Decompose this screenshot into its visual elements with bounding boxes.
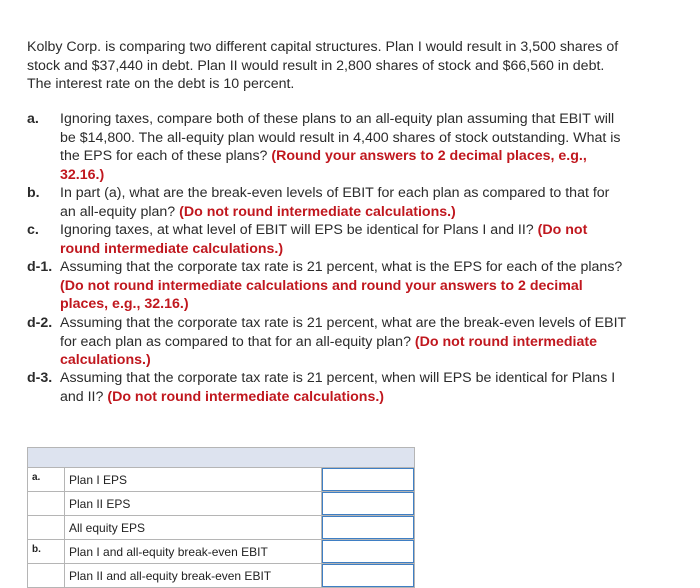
plan-2-eps-input[interactable] xyxy=(322,492,414,515)
part-label xyxy=(28,492,65,516)
question-note: (Do not round intermediate calculations.) xyxy=(60,222,588,257)
part-label xyxy=(28,564,65,588)
answer-cell xyxy=(322,564,415,588)
table-header-row xyxy=(28,448,415,468)
question-text: Ignoring taxes, at what level of EBIT will EPS be identical for Plans I and II? xyxy=(60,222,534,238)
question-text: In part (a), what are the break-even levels of EBIT for each plan as compared to that for an all-equity plan? xyxy=(60,185,610,220)
question-note: (Do not round intermediate calculations.) xyxy=(60,333,597,368)
answer-cell xyxy=(322,540,415,564)
question-note: (Do not round intermediate calculations and round your answers to 2 decimal places, e.g., 32.16.) xyxy=(60,277,583,312)
question-text: Assuming that the corporate tax rate is 21 percent, what is the EPS for each of the plans? xyxy=(60,259,623,275)
table-header-cell xyxy=(28,448,415,468)
row-description: Plan I and all-equity break-even EBIT xyxy=(65,540,322,564)
part-label: a. xyxy=(28,468,65,492)
problem-intro: Kolby Corp. is comparing two different capital structures. Plan I would result in 3,500 shares of stock and $37,440 in debt. Plan II would result in 2,800 shares of stock and $66,560 in debt. The interest rate on the debt is 10 percent. xyxy=(27,39,619,92)
question-c xyxy=(27,221,627,258)
question-label: c. xyxy=(27,222,39,238)
question-note: (Do not round intermediate calculations.) xyxy=(107,388,385,405)
table-row xyxy=(28,468,415,492)
table-row xyxy=(28,564,415,588)
question-note: (Do not round intermediate calculations.) xyxy=(179,203,456,220)
question-d2 xyxy=(27,314,627,370)
plan-1-breakeven-input[interactable] xyxy=(322,540,414,563)
question-text: Assuming that the corporate tax rate is 21 percent, what are the break-even levels of EBIT for each plan as compared to that for an all-equity plan? xyxy=(60,315,626,350)
question-label: d-2. xyxy=(27,315,53,331)
row-description: Plan I EPS xyxy=(65,468,322,492)
question-d1 xyxy=(27,258,627,314)
row-description: Plan II EPS xyxy=(65,492,322,516)
row-description: All equity EPS xyxy=(65,516,322,540)
question-a xyxy=(27,110,627,184)
question-text: Assuming that the corporate tax rate is 21 percent, when will EPS be identical for Plans I and II? xyxy=(60,370,616,405)
question-label: a. xyxy=(27,111,39,127)
answer-cell xyxy=(322,516,415,540)
table-row xyxy=(28,540,415,564)
table-row xyxy=(28,492,415,516)
question-label: d-1. xyxy=(27,259,53,275)
plan-2-breakeven-input[interactable] xyxy=(322,564,414,587)
question-text: Ignoring taxes, compare both of these plans to an all-equity plan assuming that EBIT will be $14,800. The all-equity plan would result in 4,400 shares of stock outstanding. What is the EPS for each of these plans? xyxy=(60,111,621,164)
question-b xyxy=(27,184,627,221)
part-label xyxy=(28,516,65,540)
table-row xyxy=(28,516,415,540)
answer-table xyxy=(27,447,415,588)
question-label: d-3. xyxy=(27,370,53,386)
plan-1-eps-input[interactable] xyxy=(322,468,414,491)
all-equity-eps-input[interactable] xyxy=(322,516,414,539)
question-note: (Round your answers to 2 decimal places, e.g., 32.16.) xyxy=(60,148,587,183)
row-description: Plan II and all-equity break-even EBIT xyxy=(65,564,322,588)
answer-cell xyxy=(322,468,415,492)
part-label: b. xyxy=(28,540,65,564)
question-label: b. xyxy=(27,185,40,201)
question-d3 xyxy=(27,369,627,406)
answer-cell xyxy=(322,492,415,516)
